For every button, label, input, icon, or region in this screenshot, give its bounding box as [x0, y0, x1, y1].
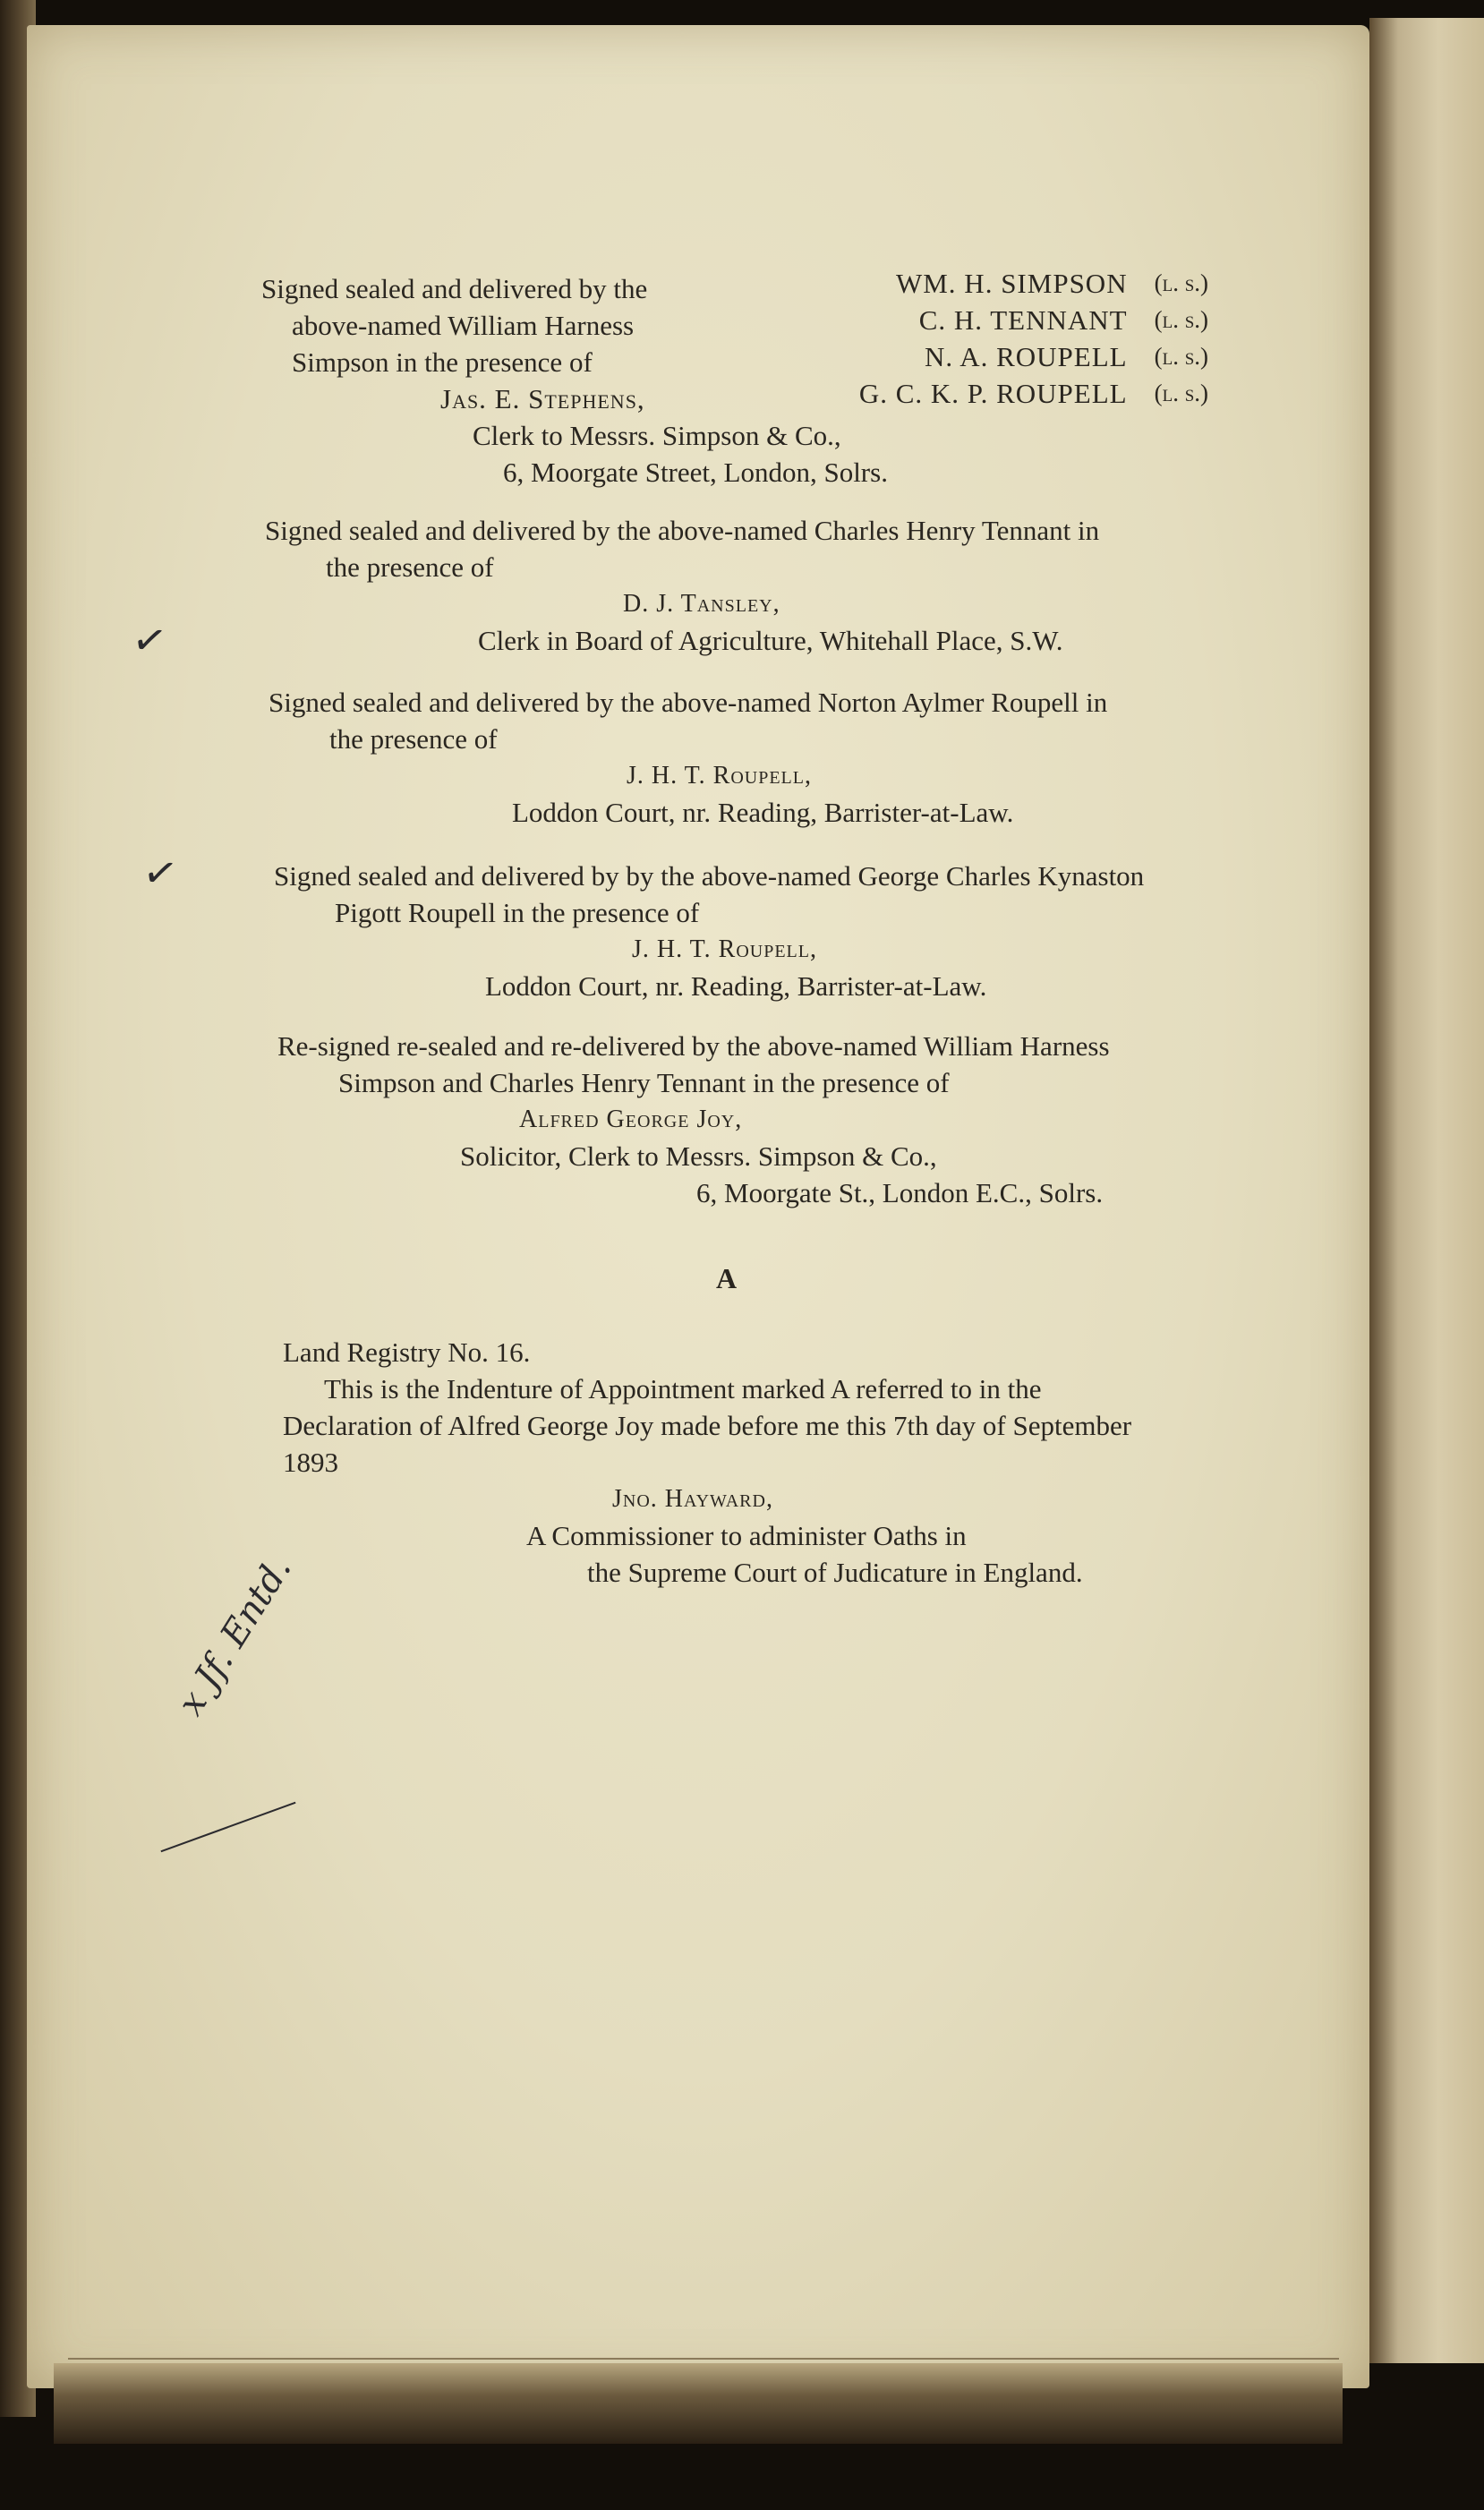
- clerk-address: [473, 417, 888, 491]
- registry-number: Land Registry No. 16.: [283, 1336, 531, 1368]
- witness-name: Alfred George Joy,: [519, 1106, 743, 1133]
- witness-clause-line: Signed sealed and delivered by the: [261, 273, 648, 304]
- handwritten-margin-note: x Jf. Entd.: [170, 1549, 300, 1723]
- signatory-name: C. H. TENNANT: [918, 304, 1128, 336]
- signatory-name: N. A. ROUPELL: [925, 341, 1128, 372]
- seal-mark: (l. s.): [1154, 269, 1208, 296]
- signatory-row: [788, 265, 1208, 302]
- registry-text-line: This is the Indenture of Appointment marked A referred to in the: [324, 1373, 1042, 1404]
- section-heading: A: [716, 1262, 738, 1294]
- attestation-george: [274, 858, 1144, 1004]
- commissioner-name: Jno. Hayward,: [612, 1485, 773, 1513]
- resigned-clause: [277, 1028, 1110, 1211]
- signatory-row: [788, 338, 1208, 375]
- attestation-line: the presence of: [326, 551, 494, 583]
- attestation-tennant: [265, 512, 1099, 659]
- witness-role: Loddon Court, nr. Reading, Barrister-at-Law.: [485, 970, 987, 1002]
- resigned-line: Re-signed re-sealed and re-delivered by the above-named William Harness: [277, 1030, 1110, 1062]
- clerk-line: Clerk to Messrs. Simpson & Co.,: [473, 420, 841, 451]
- witness-role: Loddon Court, nr. Reading, Barrister-at-Law.: [512, 797, 1014, 828]
- signatories-list: [788, 265, 1208, 412]
- signatory-name: WM. H. SIMPSON: [895, 268, 1128, 299]
- signatory-name: G. C. K. P. ROUPELL: [858, 378, 1128, 409]
- attestation-line: Signed sealed and delivered by by the above-named George Charles Kynaston: [274, 860, 1145, 892]
- witness-name: D. J. Tansley,: [623, 590, 780, 618]
- page-edge: [54, 2363, 1343, 2444]
- attestation-norton: [269, 684, 1107, 831]
- seal-mark: (l. s.): [1154, 380, 1208, 406]
- attestation-line: the presence of: [329, 723, 498, 755]
- witness-role: Solicitor, Clerk to Messrs. Simpson & Co.,: [460, 1140, 937, 1172]
- witness-role: 6, Moorgate St., London E.C., Solrs.: [696, 1177, 1104, 1208]
- tick-mark-icon: ✓: [128, 613, 171, 667]
- commissioner-role: the Supreme Court of Judicature in England.: [587, 1557, 1083, 1588]
- registry-text-line: Declaration of Alfred George Joy made before me this 7th day of September: [283, 1410, 1132, 1441]
- attestation-line: Pigott Roupell in the presence of: [335, 897, 700, 928]
- witness-clause: [261, 270, 647, 417]
- adjacent-page: [1369, 18, 1484, 2363]
- witness-role: Clerk in Board of Agriculture, Whitehall Place, S.W.: [478, 625, 1063, 656]
- seal-mark: (l. s.): [1154, 343, 1208, 370]
- seal-mark: (l. s.): [1154, 306, 1208, 333]
- attestation-line: Signed sealed and delivered by the above-named Norton Aylmer Roupell in: [269, 687, 1108, 718]
- clerk-line: 6, Moorgate Street, London, Solrs.: [503, 457, 888, 488]
- signatory-row: [788, 302, 1208, 338]
- witness-clause-line: Simpson in the presence of: [292, 346, 593, 378]
- resigned-line: Simpson and Charles Henry Tennant in the presence of: [338, 1067, 950, 1098]
- commissioner-role: A Commissioner to administer Oaths in: [526, 1520, 967, 1551]
- land-registry-note: [283, 1334, 1131, 1591]
- page-border: [68, 2358, 1339, 2360]
- signatory-row: [788, 375, 1208, 412]
- witness-name: J. H. T. Roupell,: [632, 935, 817, 963]
- witness-name: Jas. E. Stephens,: [440, 383, 645, 414]
- registry-text-line: 1893: [283, 1447, 338, 1478]
- witness-name: J. H. T. Roupell,: [627, 762, 812, 790]
- tick-mark-icon: ✓: [139, 846, 182, 900]
- attestation-line: Signed sealed and delivered by the above-named Charles Henry Tennant in: [265, 515, 1100, 546]
- witness-clause-line: above-named William Harness: [292, 310, 635, 341]
